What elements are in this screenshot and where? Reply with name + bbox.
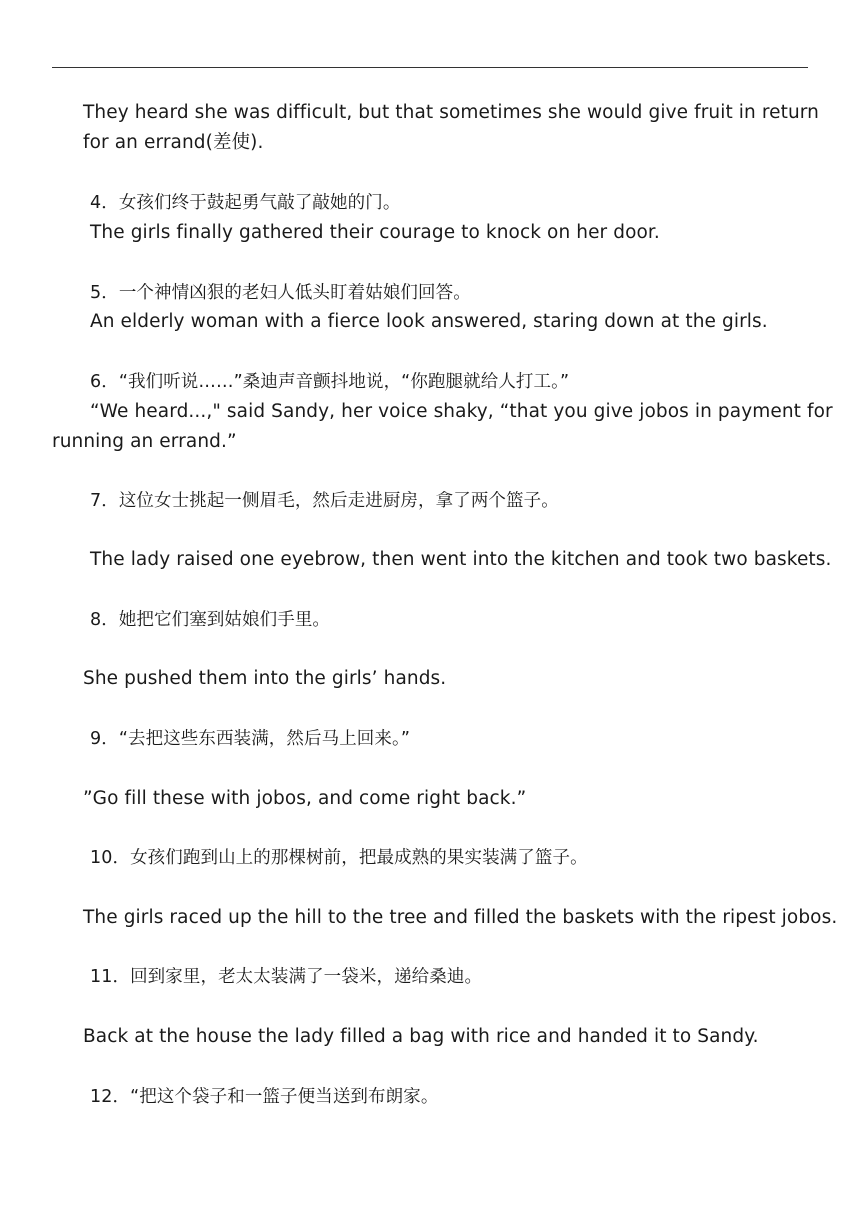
chinese-sentence-9: 9．“去把这些东西装满，然后马上回来。”	[90, 729, 411, 749]
english-sentence-7: The lady raised one eyebrow, then went into the kitchen and took two baskets.	[90, 549, 832, 570]
english-sentence-11: Back at the house the lady filled a bag with rice and handed it to Sandy.	[83, 1026, 759, 1047]
chinese-sentence-10: 10．女孩们跑到山上的那棵树前，把最成熟的果实装满了篮子。	[90, 848, 588, 868]
chinese-sentence-8: 8．她把它们塞到姑娘们手里。	[90, 610, 331, 630]
english-sentence-6: “We heard...," said Sandy, her voice shaky, “that you give jobos in payment for	[90, 401, 833, 422]
chinese-sentence-5: 5．一个神情凶狠的老妇人低头盯着姑娘们回答。	[90, 283, 471, 303]
english-sentence-10: The girls raced up the hill to the tree and filled the baskets with the ripest jobos.	[83, 907, 838, 928]
chinese-sentence-11: 11．回到家里，老太太装满了一袋米，递给桑迪。	[90, 967, 483, 987]
chinese-sentence-12: 12．“把这个袋子和一篮子便当送到布朗家。	[90, 1087, 439, 1107]
chinese-sentence-6: 6．“我们听说……”桑迪声音颤抖地说，“你跑腿就给人打工。”	[90, 372, 570, 392]
english-sentence-6-continued: running an errand.”	[52, 431, 237, 452]
english-sentence-4: The girls finally gathered their courage to knock on her door.	[90, 222, 660, 243]
text-line: They heard she was difficult, but that sometimes she would give fruit in return	[83, 102, 820, 123]
text-line: for an errand(差使).	[83, 132, 264, 153]
english-sentence-5: An elderly woman with a fierce look answered, staring down at the girls.	[90, 311, 768, 332]
header-divider	[52, 67, 808, 68]
english-sentence-9: ”Go fill these with jobos, and come right back.”	[83, 788, 527, 809]
english-sentence-8: She pushed them into the girls’ hands.	[83, 668, 447, 689]
chinese-sentence-7: 7．这位女士挑起一侧眉毛，然后走进厨房，拿了两个篮子。	[90, 491, 559, 511]
chinese-sentence-4: 4．女孩们终于鼓起勇气敲了敲她的门。	[90, 193, 401, 213]
